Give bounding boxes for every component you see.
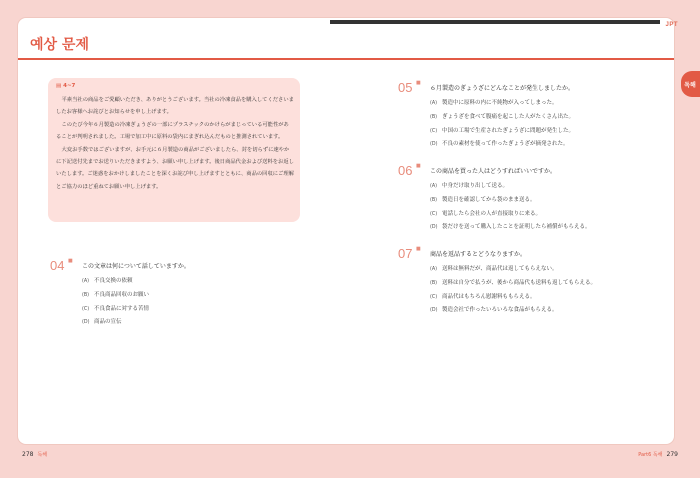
- question-marker-icon: ■: [68, 258, 73, 264]
- question-text: ６月製造のぎょうざにどんなことが発生しましたか。: [430, 85, 575, 92]
- side-tab-reading[interactable]: 독해: [681, 71, 700, 97]
- option-c[interactable]: (C) 中国の工場で生産されたぎょうざに問題が発生した。: [430, 127, 575, 134]
- footer-right: [638, 451, 678, 458]
- question-number: 06: [398, 163, 413, 178]
- option-b[interactable]: (B) 送料は自分で払うが、後から商品代も送料も返してもらえる。: [430, 279, 597, 286]
- option-a[interactable]: (A) 不良交換の依頼: [82, 278, 133, 284]
- option-c[interactable]: (C) 不良食品に対する苦情: [82, 305, 150, 312]
- option-b[interactable]: (B) 製造日を確認してから袋のまま送る。: [430, 196, 536, 203]
- question-number: 04: [50, 258, 65, 273]
- page-title: 예상 문제: [30, 37, 89, 53]
- option-d[interactable]: (D) 不良の素材を使って作ったぎょうざが摘発された。: [430, 141, 569, 148]
- passage-label: ▤ 4~7: [56, 83, 76, 89]
- passage-paragraph: このたび今年６月製造の冷凍ぎょうざの一部にプラスチックのかけらがまじっている可能性があることが判明されました。工場で加工中に原料の袋内にまぎれ込んだものと推測されています。: [56, 121, 289, 141]
- option-a[interactable]: (A) 製造中に原料の内に不純物が入ってしまった。: [430, 100, 558, 106]
- question-options: [430, 180, 591, 235]
- question-text: この文章は何について話していますか。: [82, 263, 190, 270]
- passage-paragraph: 大変お手数ではございますが、お手元に６月製造の商品がございましたら、封を切らずに速やかに下記送付先までお送りいただきますよう、お願い申し上げます。後日商品代金および送料をお返しいたします。ご迷惑をおかけしましたことを深くお詫び申し上げますとともに、商品の回収にご理解とご協力のほど重ねてお願い申し上げます。: [56, 146, 294, 190]
- question-text: 商品を返品するとどうなりますか。: [430, 251, 527, 258]
- question-number: 05: [398, 80, 413, 95]
- passage-text: [56, 94, 294, 193]
- option-c[interactable]: (C) 電話したら会社の人が直接取りに来る。: [430, 210, 542, 217]
- question-marker-icon: ■: [416, 80, 421, 86]
- option-d[interactable]: (D) 商品の宣伝: [82, 319, 122, 326]
- option-d[interactable]: (D) 袋だけを送って購入したことを証明したら補償がもらえる。: [430, 224, 591, 231]
- question-text: この商品を買った人はどうすればいいですか。: [430, 168, 557, 175]
- question-marker-icon: ■: [416, 246, 421, 252]
- option-b[interactable]: (B) 不良商品回収のお願い: [82, 291, 150, 298]
- question-number: 07: [398, 246, 413, 261]
- document-icon: ▤: [56, 83, 62, 89]
- left-section-label: 독해: [37, 452, 48, 458]
- title-divider: [18, 58, 674, 60]
- footer-left: [22, 451, 47, 458]
- option-a[interactable]: (A) 中身だけ取り出して送る。: [430, 183, 509, 189]
- right-section-label: Part6 독해: [638, 452, 663, 458]
- question-options: [430, 263, 596, 318]
- left-page-number: 278: [22, 451, 34, 458]
- reading-passage: [48, 78, 300, 222]
- right-page-number: 279: [666, 451, 678, 458]
- header-bar: [330, 20, 660, 24]
- header-badge: JPT: [665, 22, 678, 28]
- passage-paragraph: 平素当社の商品をご愛顧いただき、ありがとうございます。当社の冷凍食品を購入してくださいましたお客様へお詫びとお知らせを申し上げます。: [56, 97, 294, 116]
- question-options: [430, 97, 574, 152]
- option-d[interactable]: (D) 製造会社で作ったいろいろな食品がもらえる。: [430, 307, 558, 314]
- question-marker-icon: ■: [416, 163, 421, 169]
- option-a[interactable]: (A) 送料は無料だが、商品代は返してもらえない。: [430, 266, 558, 272]
- option-b[interactable]: (B) ぎょうざを食べて腹痛を起こした人がたくさん出た。: [430, 113, 575, 120]
- question-options: [82, 275, 149, 330]
- option-c[interactable]: (C) 商品代はもちろん慰謝料ももらえる。: [430, 293, 536, 300]
